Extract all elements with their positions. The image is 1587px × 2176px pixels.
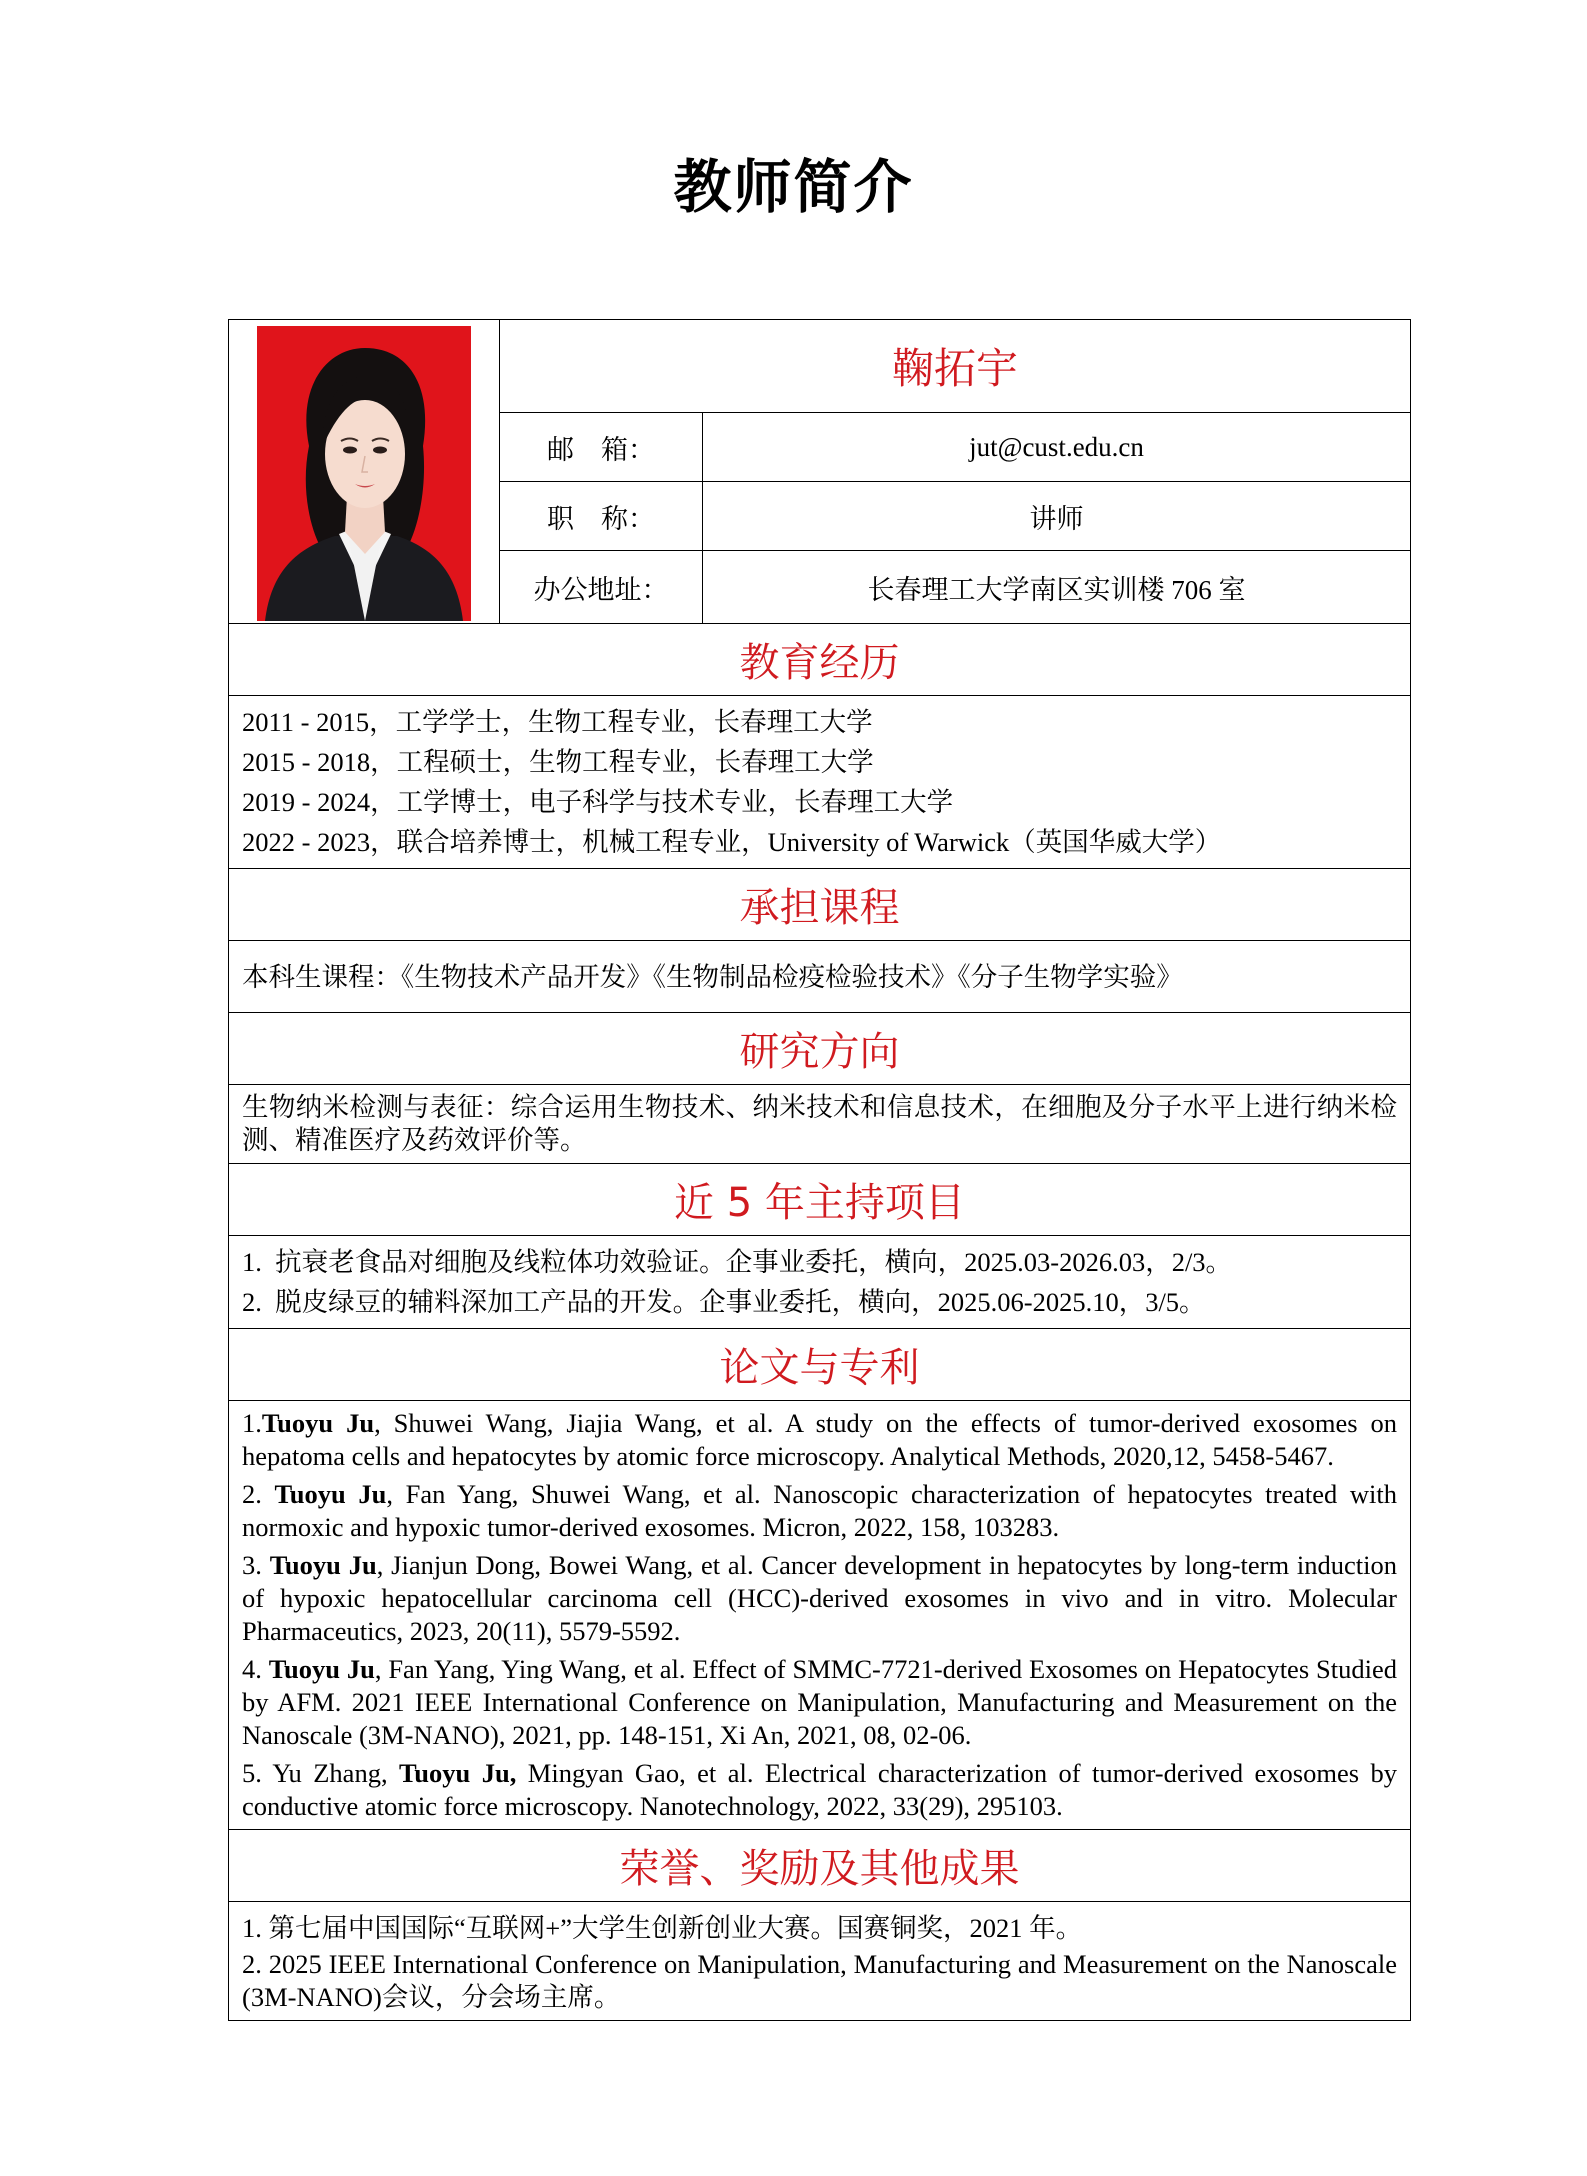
project-item: 1. 抗衰老食品对细胞及线粒体功效验证。企事业委托，横向，2025.03-2026.03，2/3。 [242, 1247, 1233, 1277]
email-label: 邮 箱： [500, 413, 703, 482]
education-item: 2019 - 2024，工学博士，电子科学与技术专业，长春理工大学 [242, 787, 954, 817]
paper-author-highlight: Tuoyu Ju, [399, 1758, 517, 1788]
education-list [229, 696, 1411, 869]
honor-item: 2. 2025 IEEE International Conference on Manipulation, Manufacturing and Measurement on the Nanoscale (3M-NANO)会议，分会场主席。 [242, 1949, 1397, 2012]
paper-author-highlight: Tuoyu Ju [261, 1408, 375, 1438]
paper-item [242, 1549, 1397, 1648]
portrait-photo [257, 326, 471, 621]
title-value: 讲师 [703, 482, 1411, 551]
honor-item: 1. 第七届中国国际“互联网+”大学生创新创业大赛。国赛铜奖，2021 年。 [242, 1913, 1083, 1943]
paper-prefix: 5. Yu Zhang, [242, 1758, 400, 1788]
honors-list [229, 1902, 1411, 2021]
courses-text: 本科生课程：《生物技术产品开发》《生物制品检疫检验技术》《分子生物学实验》 [229, 941, 1411, 1013]
paper-rest: , Fan Yang, Ying Wang, et al. Effect of SMMC-7721-derived Exosomes on Hepatocytes Studied by AFM. 2021 IEEE International Conference on Manipulation, Manufacturing and Measurement on the Nanoscale (3M-NANO), 2021, pp. 148-151, Xi An, 2021, 08, 02-06. [242, 1654, 1397, 1750]
paper-author-highlight: Tuoyu Ju [274, 1479, 387, 1509]
education-item: 2011 - 2015，工学学士，生物工程专业，长春理工大学 [242, 707, 873, 737]
projects-list [229, 1236, 1411, 1329]
page-title: 教师简介 [673, 153, 914, 221]
paper-prefix: 3. [242, 1550, 270, 1580]
profile-table [228, 319, 1411, 2021]
teacher-name: 鞠拓宇 [500, 320, 1411, 413]
paper-prefix: 2. [242, 1479, 275, 1509]
research-cell [229, 1085, 1411, 1164]
projects-heading: 近 5 年主持项目 [229, 1164, 1411, 1236]
paper-author-highlight: Tuoyu Ju [269, 1550, 377, 1580]
research-heading: 研究方向 [229, 1013, 1411, 1085]
title-label: 职 称： [500, 482, 703, 551]
photo-cell [229, 320, 500, 624]
education-heading: 教育经历 [229, 624, 1411, 696]
papers-list [229, 1401, 1411, 1830]
education-item: 2022 - 2023，联合培养博士，机械工程专业，University of Warwick（英国华威大学） [242, 827, 1222, 857]
project-item: 2. 脱皮绿豆的辅料深加工产品的开发。企事业委托，横向，2025.06-2025.10，3/5。 [242, 1287, 1206, 1317]
paper-rest: , Jianjun Dong, Bowei Wang, et al. Cancer development in hepatocytes by long-term induction of hypoxic hepatocellular carcinoma cell (HCC)-derived exosomes in vivo and in vitro. Molecular Pharmaceutics, 2023, 20(11), 5579-5592. [242, 1550, 1397, 1646]
paper-author-highlight: Tuoyu Ju [268, 1654, 375, 1684]
paper-item [242, 1757, 1397, 1823]
email-value[interactable]: jut@cust.edu.cn [703, 413, 1411, 482]
paper-item [242, 1478, 1397, 1544]
paper-item [242, 1407, 1397, 1473]
education-item: 2015 - 2018，工程硕士，生物工程专业，长春理工大学 [242, 747, 874, 777]
office-value: 长春理工大学南区实训楼 706 室 [703, 551, 1411, 624]
courses-heading: 承担课程 [229, 869, 1411, 941]
paper-prefix: 1. [242, 1408, 262, 1438]
research-text: 生物纳米检测与表征：综合运用生物技术、纳米技术和信息技术，在细胞及分子水平上进行纳米检测、精准医疗及药效评价等。 [242, 1092, 1397, 1155]
portrait-illustration [257, 326, 471, 621]
paper-rest: , Shuwei Wang, Jiajia Wang, et al. A study on the effects of tumor-derived exosomes on hepatoma cells and hepatocytes by atomic force microscopy. Analytical Methods, 2020,12, 5458-5467. [242, 1408, 1397, 1471]
honors-heading: 荣誉、奖励及其他成果 [229, 1830, 1411, 1902]
office-label: 办公地址： [500, 551, 703, 624]
papers-heading: 论文与专利 [229, 1329, 1411, 1401]
paper-rest: Mingyan Gao, et al. Electrical characterization of tumor-derived exosomes by conductive atomic force microscopy. Nanotechnology, 2022, 33(29), 295103. [242, 1758, 1398, 1821]
paper-prefix: 4. [242, 1654, 269, 1684]
paper-item [242, 1653, 1397, 1752]
paper-rest: , Fan Yang, Shuwei Wang, et al. Nanoscopic characterization of hepatocytes treated with normoxic and hypoxic tumor-derived exosomes. Micron, 2022, 158, 103283. [242, 1479, 1398, 1542]
